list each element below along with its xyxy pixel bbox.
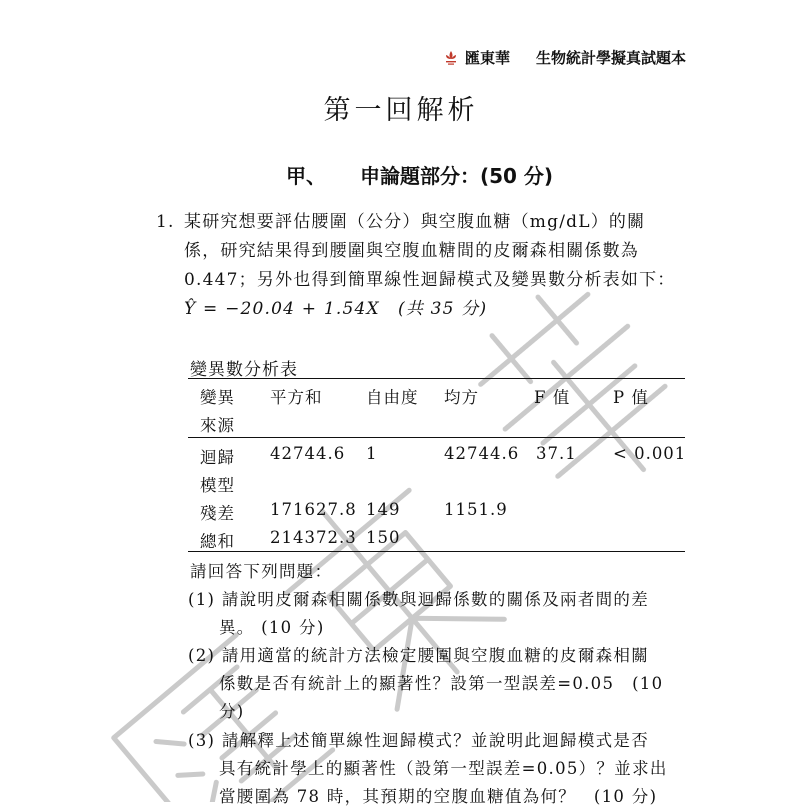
- table-cell: 1: [366, 444, 378, 463]
- table-header-cell: P 值: [613, 388, 649, 407]
- table-cell: 171627.8: [270, 500, 357, 519]
- table-cell: 總和: [200, 532, 235, 551]
- page-title: 第一回解析: [323, 95, 479, 126]
- table-cell: < 0.001: [613, 444, 687, 463]
- table-cell: 1151.9: [444, 500, 508, 519]
- subquestion-line: 具有統計學上的顯著性（設第一型誤差=0.05）？並求出: [219, 759, 668, 778]
- table-cell: 殘差: [200, 504, 235, 523]
- table-cell: 模型: [200, 476, 235, 495]
- lotus-logo-icon: [443, 50, 459, 66]
- subquestion-line: 分): [219, 702, 245, 721]
- subquestion-line: 係數是否有統計上的顯著性？設第一型誤差=0.05 (10: [219, 674, 664, 693]
- table-top-rule: [188, 378, 685, 379]
- section-name: 申論題部分：(50 分): [360, 164, 554, 188]
- table-header-cell: 均方: [444, 388, 479, 407]
- subquestion-line: (1) 請說明皮爾森相關係數與迴歸係數的關係及兩者間的差: [188, 590, 650, 609]
- brand-name: 匯東華: [464, 49, 510, 67]
- subquestion-line: (3) 請解釋上述簡單線性迴歸模式？並說明此迴歸模式是否: [188, 731, 650, 750]
- table-header-rule: [188, 437, 685, 438]
- document-title: 生物統計學擬真試題本: [535, 49, 686, 67]
- table-cell: 149: [366, 500, 401, 519]
- table-header-cell: 變異: [200, 388, 235, 407]
- question-line: 係，研究結果得到腰圍與空腹血糖間的皮爾森相關係數為: [184, 241, 639, 261]
- section-part: 甲、: [286, 164, 326, 188]
- instructions: 請回答下列問題：: [190, 562, 333, 581]
- subquestion-line: 異。 (10 分): [219, 618, 325, 637]
- section-heading: [286, 160, 553, 189]
- subquestion-line: (2) 請用適當的統計方法檢定腰圍與空腹血糖的皮爾森相關: [188, 646, 650, 665]
- table-cell: 42744.6: [444, 444, 520, 463]
- table-bottom-rule: [188, 551, 685, 552]
- question-number: 1.: [156, 212, 175, 232]
- table-cell: 214372.3: [270, 528, 357, 547]
- table-cell: 150: [366, 528, 401, 547]
- table-header-cell: 來源: [200, 416, 235, 435]
- table-header-cell: F 值: [534, 388, 571, 407]
- table-cell: 迴歸: [200, 448, 235, 467]
- question-line: 0.447；另外也得到簡單線性迴歸模式及變異數分析表如下：: [184, 270, 676, 290]
- page-header: [443, 47, 686, 68]
- table-cell: 42744.6: [270, 444, 346, 463]
- question-line: 某研究想要評估腰圍（公分）與空腹血糖（mg/dL）的關: [184, 212, 646, 232]
- regression-equation: Ŷ = −20.04 + 1.54X (共 35 分): [184, 299, 488, 319]
- table-caption: 變異數分析表: [190, 360, 298, 380]
- subquestion-line: 當腰圍為 78 時，其預期的空腹血糖值為何？ (10 分): [219, 787, 658, 806]
- table-header-cell: 自由度: [366, 388, 419, 407]
- table-cell: 37.1: [536, 444, 577, 463]
- table-header-cell: 平方和: [270, 388, 323, 407]
